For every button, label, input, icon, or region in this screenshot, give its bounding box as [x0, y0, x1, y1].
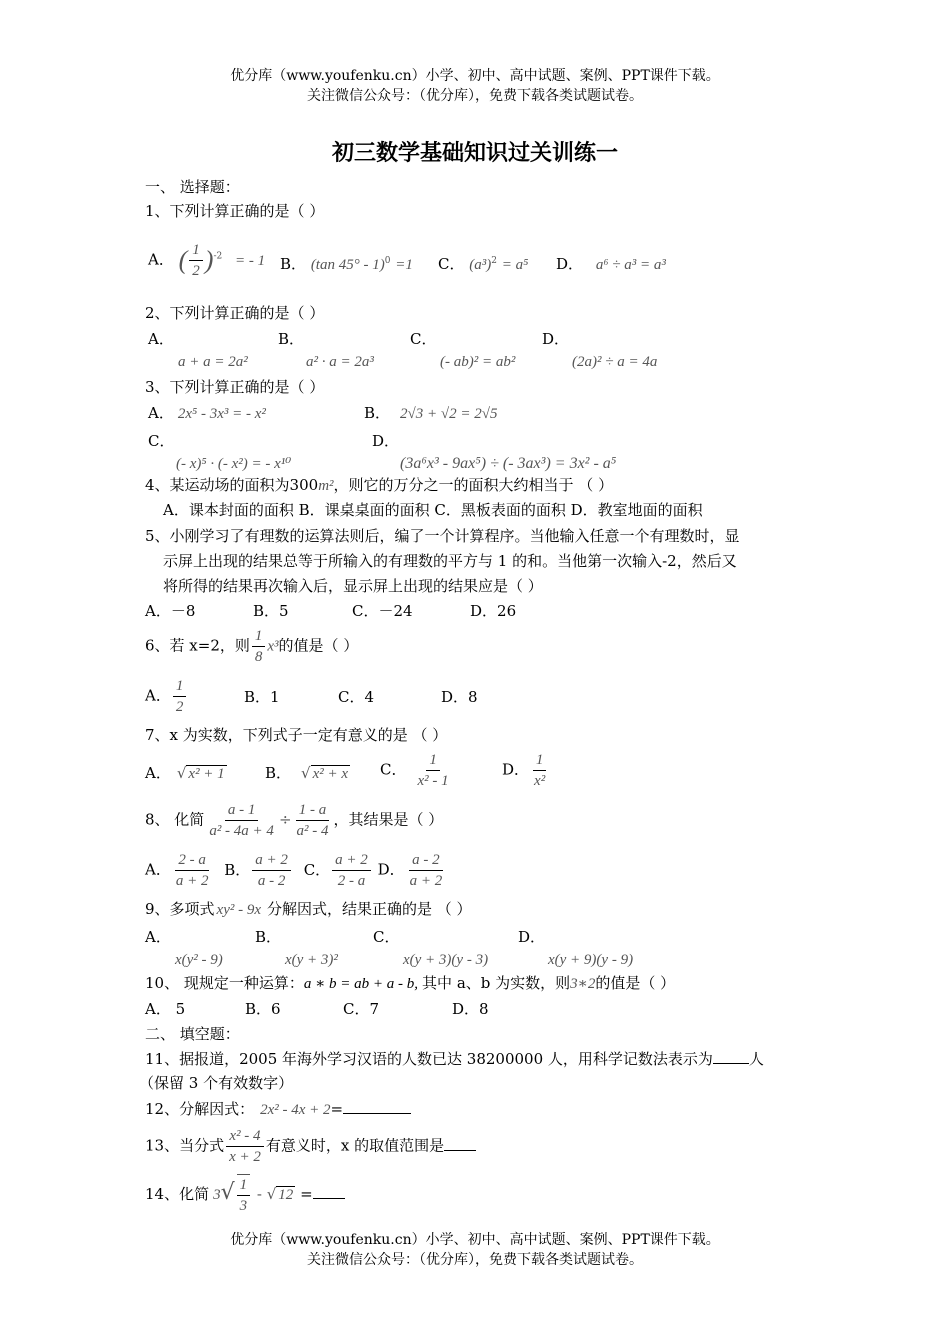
q5-option-b: B．5 — [253, 602, 289, 620]
q2-option-a: A． a + a = 2a² — [148, 330, 248, 370]
q6-option-a: A． $\frac{1}{2}$ — [145, 676, 188, 717]
q9-option-c: C． x(y + 3)(y - 3) — [373, 928, 489, 968]
header-line-2: 关注微信公众号：（优分库），免费下载各类试题试卷。 — [307, 88, 643, 104]
q6-option-b: B．1 — [244, 688, 280, 706]
header-line-1: 优分库（www.youfenku.cn）小学、初中、高中试题、案例、PPT课件下载。 — [230, 68, 720, 84]
q6-option-d: D．8 — [441, 688, 478, 706]
q1-option-d: D． a⁶ ÷ a³ = a³ — [556, 255, 666, 273]
q1-option-c: C． $(a^3)^2 = a^5$ — [438, 255, 529, 273]
section-fill: 二、 填空题： — [145, 1025, 240, 1043]
q7-option-d: D． $\frac{1}{\text{x²}}$ — [502, 752, 546, 789]
q3-option-d: D． (3a⁶x³ - 9ax⁵) ÷ (- 3ax³) = 3x² - a⁵ — [372, 432, 617, 472]
footer-line-1: 优分库（www.youfenku.cn）小学、初中、高中试题、案例、PPT课件下载。 — [230, 1232, 720, 1248]
q13-answer-blank[interactable] — [444, 1150, 476, 1151]
q5-option-c: C．－24 — [352, 602, 413, 620]
q8-stem: 8、 化简 $\frac{a - 1}{\text{a² - 4a + 4}}$ ÷ $\frac{1 - a}{\text{a² - 4}}$ ，其结果是（ ） — [145, 802, 444, 839]
q2-option-b: B． a² · a = 2a³ — [278, 330, 374, 370]
q10-option-c: C．7 — [343, 1000, 380, 1018]
q2-stem: 2、下列计算正确的是（ ） — [145, 304, 325, 322]
q2-option-d: D． (2a)² ÷ a = 4a — [542, 330, 658, 370]
q11-answer-blank[interactable] — [713, 1063, 749, 1064]
q7-option-c: C． $\frac{1}{\text{x² - 1}}$ — [380, 752, 449, 789]
q8-options: A． $\frac{2 - a}{a + 2}$ B． $\frac{a + 2}{a - 2}$ C． $\frac{a + 2}{2 - a}$ D． $\frac{a - 2}{a + 2}$ — [145, 852, 443, 889]
q11-line-1: 11、据报道，2005 年海外学习汉语的人数已达 38200000 人，用科学记数法表示为 人 — [145, 1050, 764, 1068]
q3-stem: 3、下列计算正确的是（ ） — [145, 378, 325, 396]
q10-option-d: D．8 — [452, 1000, 489, 1018]
q2-option-c: C． (- ab)² = ab² — [410, 330, 516, 370]
q11-line-2: （保留 3 个有效数字） — [139, 1074, 294, 1092]
q9-stem: 9、多项式 xy² - 9x 分解因式，结果正确的是 （ ） — [145, 900, 472, 918]
q3-option-a: A． 2x⁵ - 3x³ = - x² — [148, 404, 266, 422]
q5-option-a: A．－8 — [145, 602, 196, 620]
q9-option-b: B． x(y + 3)² — [255, 928, 338, 968]
q5-option-d: D．26 — [470, 602, 517, 620]
q10-stem: 10、 现规定一种运算：a ∗ b = ab + a - b, 其中 a、b 为实数，则3∗2的值是（ ） — [145, 974, 676, 992]
q9-option-a: A． x(y² - 9) — [145, 928, 223, 968]
q6-option-c: C．4 — [338, 688, 375, 706]
q3-option-c: C． (- x)⁵ · (- x²) = - x¹⁰ — [148, 432, 292, 472]
q5-line-3: 将所得的结果再次输入后，显示屏上出现的结果应是（ ） — [163, 577, 543, 595]
q6-stem: 6、若 x=2，则 $\frac{1}{8}$ x³的值是（ ） — [145, 628, 359, 665]
q3-option-b: B． 2√3 + √2 = 2√5 — [364, 404, 498, 422]
q12-stem: 12、分解因式： 2x² - 4x + 2= — [145, 1098, 411, 1121]
q1-stem: 1、下列计算正确的是（ ） — [145, 202, 325, 220]
q7-option-b: B． √ x² + x — [265, 764, 349, 782]
q9-option-d: D． x(y + 9)(y - 9) — [518, 928, 634, 968]
q1-option-a: A． ( $\frac{1}{2}$ )$^{-2}$ = - 1 — [148, 242, 266, 279]
q13-stem: 13、当分式 $\frac{\text{x² - 4}}{x + 2}$ 有意义时，x 的取值范围是 — [145, 1126, 476, 1167]
q1-option-b: B． (tan 45° - 1)$^0$ =1 — [280, 255, 413, 273]
q7-option-a: A． √ x² + 1 — [145, 764, 225, 782]
q14-stem: 14、化简 3√ $\frac{1}{3}$ - √ 12 = — [145, 1174, 345, 1216]
q4-stem: 4、某运动场的面积为300m²，则它的万分之一的面积大约相当于 （ ） — [145, 476, 614, 494]
section-choice: 一、 选择题： — [145, 178, 240, 196]
q10-option-b: B．6 — [245, 1000, 281, 1018]
footer-line-2: 关注微信公众号：（优分库），免费下载各类试题试卷。 — [307, 1252, 643, 1268]
page-title: 初三数学基础知识过关训练一 — [331, 140, 618, 166]
q7-stem: 7、x 为实数，下列式子一定有意义的是 （ ） — [145, 726, 448, 744]
q12-answer-blank[interactable] — [343, 1113, 411, 1114]
q10-option-a: A． 5 — [145, 1000, 186, 1018]
q4-options: A．课本封面的面积 B．课桌桌面的面积 C．黑板表面的面积 D．教室地面的面积 — [163, 501, 703, 519]
q14-answer-blank[interactable] — [313, 1198, 345, 1199]
q5-line-1: 5、小刚学习了有理数的运算法则后，编了一个计算程序。当他输入任意一个有理数时，显 — [145, 527, 740, 545]
q5-line-2: 示屏上出现的结果总等于所输入的有理数的平方与 1 的和。当他第一次输入-2，然后又 — [163, 552, 737, 570]
